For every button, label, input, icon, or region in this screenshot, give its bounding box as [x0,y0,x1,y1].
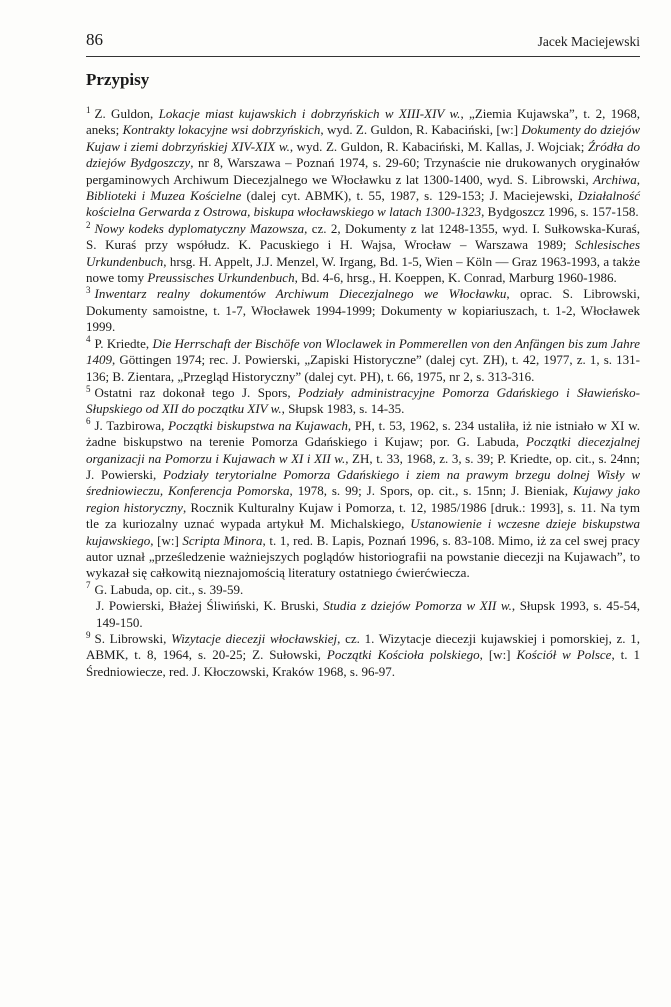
footnote-number: 7 [86,580,91,591]
footnote-title: Studia z dziejów Pomorza w XII w. [323,598,512,614]
footnote [86,385,640,418]
footnote-number: 2 [86,219,91,230]
footnote-text: , hrsg. H. Appelt, J.J. Menzel, W. Irgang, Bd. 1-5, Wien – Köln — Graz 1963-1993, a także nowe tomy [86,253,640,286]
footnote-text: J. Powierski, Błażej Śliwiński, K. Bruski, [96,598,324,614]
footnote-text: , cz. 1. Wizytacje diecezji kujawskiej i pomorskiej, z. 1, ABMK, t. 8, 1964, s. 20-25; Z. Sułowski, [86,631,641,663]
footnote-title: Źródła do dziejów Bydgoszczy [86,138,640,171]
footnote-text: , Göttingen 1974; rec. J. Powierski, „Zapiski Historyczne” (dalej cyt. ZH), t. 42, 1977, z. 1, s. 131-136; B. Zientara, „Przegląd Historyczny” (dalej cyt. PH), t. 66, 1975, nr 2, s. 313-316. [86,352,640,384]
footnote-text: , „Ziemia Kujawska”, t. 2, 1968, aneks; [86,106,640,138]
footnote-number: 1 [86,104,91,115]
footnote-text: G. Labuda, op. cit., s. 39-59. [94,581,244,597]
footnote-title: Inwentarz realny dokumentów Archiwum Diecezjalnego we Włocławku [94,286,507,302]
footnote [86,336,640,385]
page-number: 86 [86,30,103,49]
footnote-title: Początki biskupstwa na Kujawach [168,417,348,433]
footnote [86,286,640,335]
footnote-title: Działalność kościelna Gerwarda z Ostrowa, biskupa włocławskiego w latach 1300-1323 [86,188,640,220]
footnotes-list [86,106,640,680]
footnote [86,106,640,221]
footnote-title: Dokumenty do dziejów Kujaw i ziemi dobrzyńskiej XIV-XIX w. [86,122,640,154]
footnote-number: 3 [86,285,91,296]
footnote [86,631,640,680]
footnote-title: Schlesisches Urkundenbuch [86,237,640,269]
footnote-text: , 1978, s. 99; J. Spors, op. cit., s. 15nn; J. Bieniak, [289,483,573,499]
footnote-text: S. Librowski, [94,631,172,646]
section-title: Przypisy [86,70,150,89]
footnote-text: J. Tazbirowa, [94,417,169,433]
footnote-title: Nowy kodeks dyplomatyczny Mazowsza [94,220,305,236]
footnote-title: Kontrakty lokacyjne wsi dobrzyńskich [122,122,321,138]
footnote-number: 5 [86,383,91,394]
footnote-title: Podziały terytorialne Pomorza Gdańskiego i ziem na prawym brzegu dolnej Wisły w średniowieczu, Konferencja Pomorska [86,466,641,499]
footnote-title: Die Herrschaft der Bischöfe von Wloclawek in Pommerellen von den Anfängen bis zum Jahre 1409 [86,335,640,368]
footnote-text: , ZH, t. 33, 1968, z. 3, s. 39; P. Kriedte, op. cit., s. 24nn; J. Powierski, [86,450,640,482]
footnote-text: , Bd. 4-6, hrsg., H. Koeppen, K. Conrad, Marburg 1960-1986. [294,270,617,286]
footnote-text: , [w:] [479,647,517,663]
footnote-text: , PH, t. 53, 1962, s. 234 ustaliła, iż nie istniało w XI w. żadne biskupstwo na terenie Pomorza Gdańskiego i Kujaw; por. G. Labuda, [86,417,640,450]
footnote-title: Archiwa, Biblioteki i Muzea Kościelne [86,171,640,204]
footnote-text: , Rocznik Kulturalny Kujaw i Pomorza, t. 12, 1985/1986 [druk.: 1993], s. 11. Na tym tle za kuriozalny uznać wypada artykuł M. Michalskiego, [86,499,640,532]
footnote-title: Ustanowienie i wczesne dzieje biskupstwa kujawskiego [86,516,640,548]
footnote-text: , Bydgoszcz 1996, s. 157-158. [481,204,639,220]
footnote-number: 9 [86,629,91,640]
footnote-text: , wyd. Z. Guldon, R. Kabaciński, [w:] [320,122,522,138]
footnote-title: Lokacje miast kujawskich i dobrzyńskich w XIII-XIV w. [158,106,461,121]
footnote-text: , t. 1 Średniowiecze, red. J. Kłoczowski, Kraków 1968, s. 96-97. [86,647,640,679]
footnote-text: , cz. 2, Dokumenty z lat 1248-1355, wyd. I. Sułkowska-Kuraś, S. Kuraś przy współudz. K. Pacuskiego i H. Wajsa, Wrocław – Warszawa 1989; [86,220,640,253]
footnote-title: Wizytacje diecezji włocławskiej [171,631,338,646]
footnote-number: 4 [86,334,91,345]
footnote-title: Preussisches Urkundenbuch [147,270,295,286]
page-header [86,30,640,57]
footnote-title: Kujawy jako region historyczny [86,483,640,515]
footnote-title: Kościół w Polsce [516,647,612,663]
footnote [86,418,640,582]
footnote-text: , wyd. Z. Guldon, R. Kabaciński, M. Kallas, J. Wojciak; [289,138,588,154]
footnote-text: , Słupsk 1993, s. 45-54, 149-150. [96,598,640,630]
footnote-text: , t. 1, red. B. Lapis, Poznań 1996, s. 83-108. Mimo, iż za cel swej pracy autor uznał „prześledzenie ważniejszych poglądów historiografii na powstanie diecezji na Kujawach”, to wykazał się całkowitą nieznajomością literatury ostatniego ćwierćwiecza. [86,532,640,581]
footnote [86,582,640,598]
footnote-text: P. Kriedte, [94,335,153,351]
footnote-title: Podziały administracyjne Pomorza Gdańskiego i Sławieńsko-Słupskiego od XII do początku XIV w. [86,384,640,417]
running-head: Jacek Maciejewski [537,34,640,49]
footnote-text: , Słupsk 1983, s. 14-35. [281,401,405,417]
footnote-text: (dalej cyt. ABMK), t. 55, 1987, s. 129-153; J. Maciejewski, [241,188,578,204]
footnote-title: Scripta Minora [182,532,263,548]
footnote-text: , oprac. S. Librowski, Dokumenty samoistne, t. 1-7, Włocławek 1994-1999; Dokumenty w kopiariuszach, t. 1-2, Włocławek 1999. [86,286,641,335]
footnote-text: Z. Guldon, [94,106,159,121]
footnote-text: , nr 8, Warszawa – Poznań 1974, s. 29-60; Trzynaście nie drukowanych oryginałów pergaminowych Archiwum Diecezjalnego we Włocławku z lat 1300-1400, wyd. S. Librowski, [86,155,640,187]
footnote-text: , [w:] [150,532,183,548]
footnote-text: Ostatni raz dokonał tego J. Spors, [94,384,299,400]
footnote-title: Początki Kościoła polskiego [326,647,480,663]
footnote [86,221,640,287]
footnote-number: 6 [86,416,91,427]
footnote-title: Początki diecezjalnej organizacji na Pomorzu i Kujawach w XI i XII w. [86,434,640,466]
footnote [86,598,640,631]
